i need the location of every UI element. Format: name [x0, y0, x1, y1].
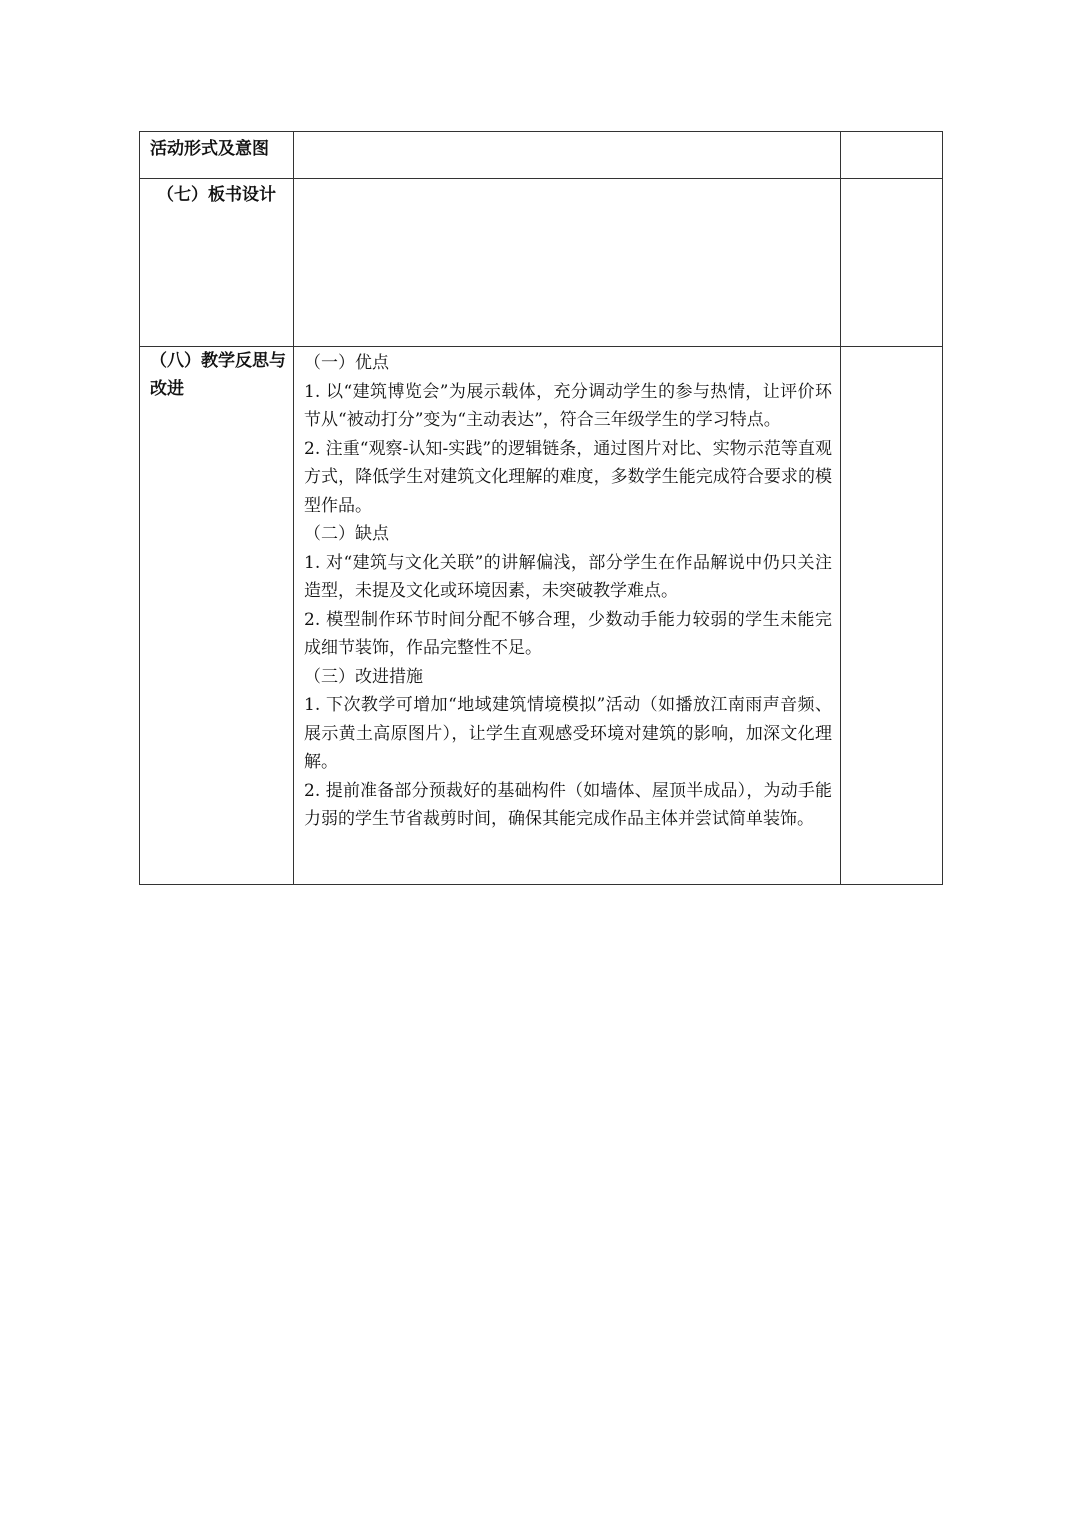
section-heading-strengths: （一）优点 — [304, 353, 389, 373]
section-heading-weaknesses: （二）缺点 — [304, 524, 389, 544]
reflection-content — [294, 347, 840, 836]
row-content — [294, 132, 840, 136]
row-label-cell — [140, 132, 294, 179]
table-row — [140, 347, 943, 885]
content-cell — [294, 132, 841, 179]
row-label: （七）板书设计 — [157, 185, 276, 205]
row-label-cell — [140, 179, 294, 347]
list-item: 2. 提前准备部分预裁好的基础构件（如墙体、屋顶半成品），为动手能力弱的学生节省裁剪时间，确保其能完成作品主体并尝试简单装饰。 — [304, 780, 832, 829]
lesson-plan-table — [139, 131, 943, 885]
list-item: 2. 注重“观察-认知-实践”的逻辑链条，通过图片对比、实物示范等直观方式，降低学生对建筑文化理解的难度，多数学生能完成符合要求的模型作品。 — [304, 438, 832, 516]
notes-cell — [841, 132, 943, 179]
row-content — [294, 179, 840, 183]
list-item: 2. 模型制作环节时间分配不够合理，少数动手能力较弱的学生未能完成细节装饰，作品完整性不足。 — [304, 609, 832, 658]
notes-cell — [841, 347, 943, 885]
row-label: 活动形式及意图 — [150, 139, 269, 159]
list-item: 1. 对“建筑与文化关联”的讲解偏浅，部分学生在作品解说中仍只关注造型，未提及文化或环境因素，未突破教学难点。 — [304, 552, 832, 601]
list-item: 1. 下次教学可增加“地域建筑情境模拟”活动（如播放江南雨声音频、展示黄土高原图片），让学生直观感受环境对建筑的影响，加深文化理解。 — [304, 695, 832, 772]
content-cell — [294, 179, 841, 347]
notes-cell — [841, 179, 943, 347]
content-cell — [294, 347, 841, 885]
list-item: 1. 以“建筑博览会”为展示载体，充分调动学生的参与热情，让评价环节从“被动打分”变为“主动表达”，符合三年级学生的学习特点。 — [304, 381, 832, 430]
row-label-cell — [140, 347, 294, 885]
table-row — [140, 179, 943, 347]
row-label: （八）教学反思与改进 — [150, 351, 286, 399]
section-heading-improvements: （三）改进措施 — [304, 666, 423, 687]
table-row — [140, 132, 943, 179]
